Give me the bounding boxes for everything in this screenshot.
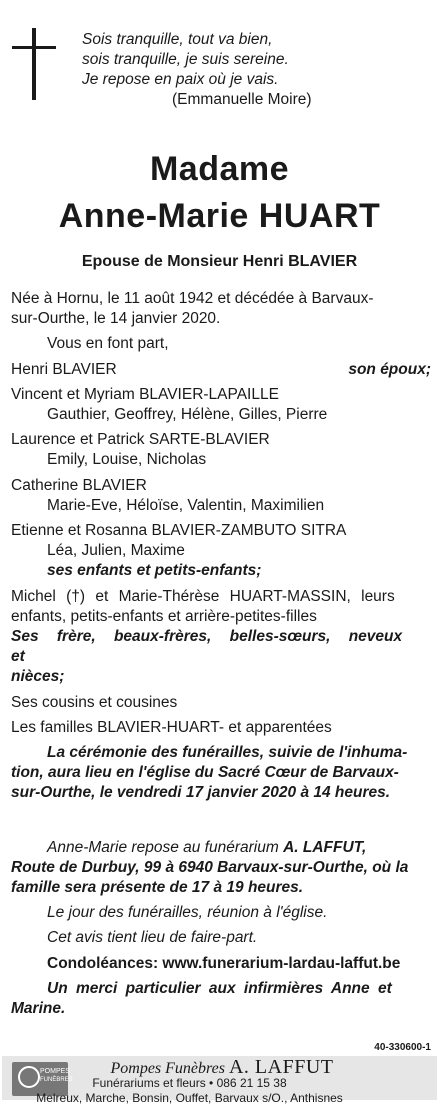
- grandchildren: Emily, Louise, Nicholas: [47, 451, 207, 469]
- ceremony-line: tion, aura lieu en l'église du Sacré Cœur de Barvaux-: [11, 764, 399, 782]
- children-role: ses enfants et petits-enfants;: [47, 562, 262, 580]
- husband-line: [11, 360, 431, 380]
- spouse-line: Epouse de Monsieur Henri BLAVIER: [81, 253, 358, 270]
- child-family: Laurence et Patrick SARTE-BLAVIER: [11, 431, 270, 449]
- grandchildren: Gauthier, Geoffrey, Hélène, Gilles, Pierre: [47, 406, 328, 424]
- notice-body: [11, 289, 431, 1019]
- poem: [82, 30, 422, 110]
- child-family: Etienne et Rosanna BLAVIER-ZAMBUTO SITRA: [11, 522, 347, 540]
- announce-line: Vous en font part,: [47, 335, 169, 353]
- thanks-line: Marine.: [11, 1000, 66, 1018]
- notice-line: Cet avis tient lieu de faire-part.: [47, 929, 258, 947]
- child-family: Catherine BLAVIER: [11, 476, 147, 494]
- poem-line: sois tranquille, je suis sereine.: [82, 51, 289, 68]
- husband-role: son époux;: [348, 360, 431, 378]
- funeral-home-name: Pompes Funèbres A. LAFFUT: [110, 1056, 334, 1078]
- funerarium-line: [11, 838, 431, 858]
- ceremony-line: sur-Ourthe, le vendredi 17 janvier 2020 à 14 heures.: [11, 784, 391, 802]
- funerarium-line: Route de Durbuy, 99 à 6940 Barvaux-sur-Ourthe, où la: [11, 858, 409, 876]
- sibling-line: enfants, petits-enfants et arrière-petites-filles: [11, 607, 317, 625]
- families-line: Les familles BLAVIER-HUART- et apparentées: [11, 718, 332, 736]
- ceremony-line: La cérémonie des funérailles, suivie de l'inhuma-: [47, 744, 408, 762]
- funeral-home-locations: Melreux, Marche, Bonsin, Ouffet, Barvaux s/O., Anthisnes: [36, 1091, 343, 1105]
- child-family: Vincent et Myriam BLAVIER-LAPAILLE: [11, 385, 279, 403]
- reunion-line: Le jour des funérailles, réunion à l'église.: [47, 904, 328, 922]
- funeral-home-contact: Funérariums et fleurs • 086 21 15 38: [92, 1076, 287, 1090]
- siblings-role: Ses frère, beaux-frères, belles-sœurs, neveux et: [11, 628, 403, 666]
- poem-author: (Emmanuelle Moire): [172, 91, 312, 108]
- siblings-role: nièces;: [11, 668, 65, 686]
- funerarium-line: famille sera présente de 17 à 19 heures.: [11, 879, 304, 897]
- deceased-name: Anne-Marie HUART: [58, 197, 381, 235]
- funeral-home-footer: [2, 1056, 437, 1105]
- husband-name: Henri BLAVIER: [11, 360, 117, 378]
- poem-line: Sois tranquille, tout va bien,: [82, 31, 273, 48]
- grandchildren: Marie-Eve, Héloïse, Valentin, Maximilien: [47, 496, 325, 514]
- sibling-line: Michel (†) et Marie-Thérèse HUART-MASSIN, leurs: [11, 587, 395, 605]
- condolences-link[interactable]: Condoléances: www.funerarium-lardau-laffut.be: [47, 954, 401, 972]
- reference-number: 40-330600-1: [374, 1042, 431, 1053]
- logo-text: FUNÈBRES: [40, 1077, 73, 1083]
- funerarium-text: Anne-Marie repose au funérarium: [47, 838, 284, 856]
- logo-text: POMPES: [40, 1068, 70, 1075]
- funerarium-name: A. LAFFUT,: [283, 838, 367, 856]
- birth-line: Née à Hornu, le 11 août 1942 et décédée à Barvaux-: [11, 290, 374, 307]
- thanks-line: Un merci particulier aux infirmières Anne et: [47, 979, 392, 997]
- cross-icon: [12, 28, 56, 100]
- birth-line: sur-Ourthe, le 14 janvier 2020.: [11, 310, 221, 328]
- grandchildren: Léa, Julien, Maxime: [47, 542, 185, 560]
- poem-line: Je repose en paix où je vais.: [82, 71, 279, 88]
- deceased-title: Madame: [149, 150, 290, 188]
- cousins-line: Ses cousins et cousines: [11, 693, 178, 711]
